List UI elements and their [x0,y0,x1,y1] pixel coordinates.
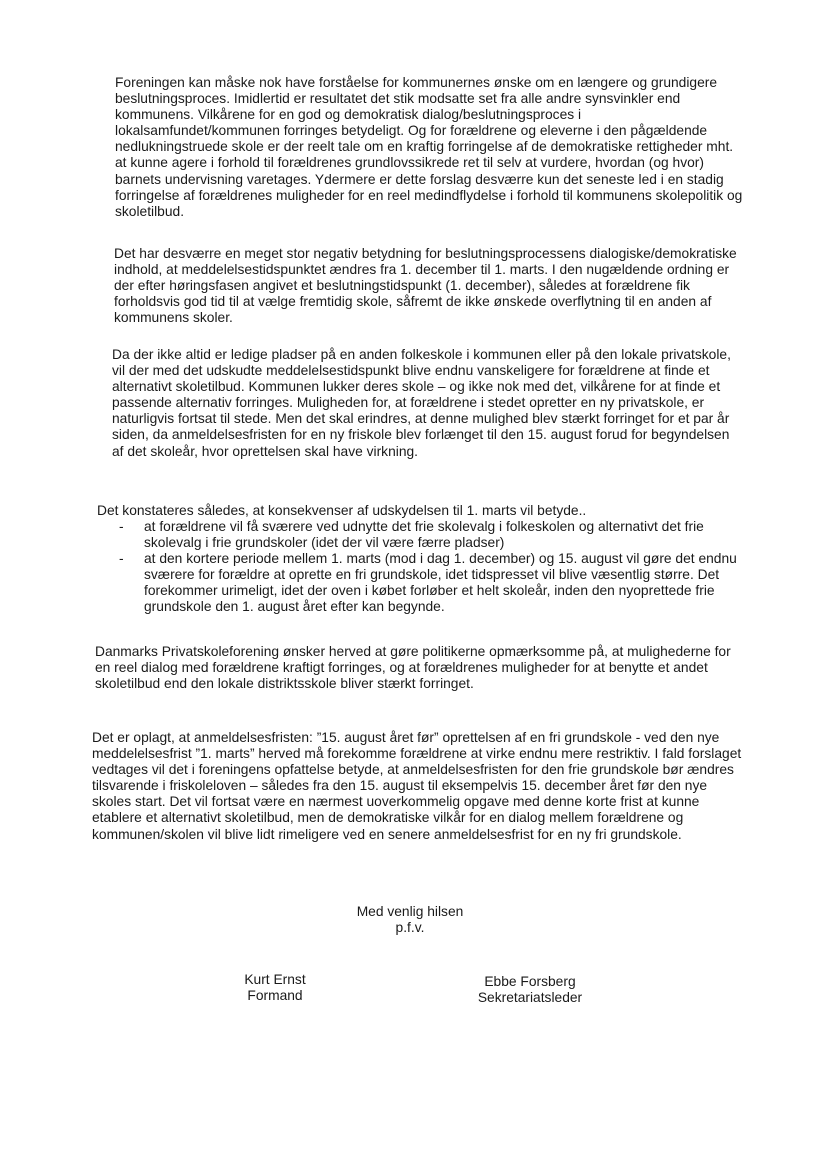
list-marker: - [119,519,124,534]
on-behalf-of: p.f.v. [395,920,425,935]
list-item [110,519,750,551]
signatory-role-1: Formand [247,988,303,1003]
list-marker: - [119,551,124,567]
paragraph-3: Da der ikke altid er ledige pladser på en anden folkeskole i kommunen eller på den lokale privatskole, vil der med det udskudte meddelelsestidspunkt blive endnu vanskeligere for forældrene at finde et alternativt skoletilbud. Kommunen lukker deres skole – og ikke nok med det, vilkårene for at finde et passende alternativ forringes. Muligheden for, at forældrene i stedet opretter en ny privatskole, er naturligvis fortsat til stede. Men det skal erindres, at denne mulighed blev stærkt forringet for et par år siden, da anmeldelsesfristen for en ny friskole blev forlænget til den 15. august forud for begyndelsen af det skoleår, hvor oprettelsen skal have virkning. [112,347,731,459]
signatory-name-2: Ebbe Forsberg [484,974,576,989]
list-item-text: at den kortere periode mellem 1. marts (mod i dag 1. december) og 15. august vil gøre det endnu sværere for forældre at oprette en fri grundskole, idet tidspresset vil blive væsentlig større. Det forekommer urimeligt, idet der oven i købet forløber et helt skoleår, inden den nyoprettede frie grundskole den 1. august året efter kan begynde. [144,551,737,615]
list-item [110,551,750,615]
paragraph-1: Foreningen kan måske nok have forståelse for kommunernes ønske om en længere og grundigere beslutningsproces. Imidlertid er resultatet det stik modsatte set fra alle andre synsvinkler end kommunens. Vilkårene for en god og demokratisk dialog/beslutningsproces i lokalsamfundet/kommunen forringes betydeligt. Og for forældrene og eleverne i den pågældende nedlukningstruede skole er der reelt tale om en kraftig forringelse af de demokratiske rettigheder mht. at kunne agere i forhold til forældrenes grundlovssikrede ret til selv at vurdere, hvordan (og hvor) barnets undervisning varetages. Ydermere er dette forslag desværre kun det seneste led i en stadig forringelse af forældrenes muligheder for en reel medindflydelse i forhold til kommunens skolepolitik og skoletilbud. [115,75,743,219]
paragraph-4-intro: Det konstateres således, at konsekvenser af udskydelsen til 1. marts vil betyde.. [97,503,587,518]
list-item-text: at forældrene vil få sværere ved udnytte det frie skolevalg i folkeskolen og alternativt det frie skolevalg i frie grundskoler (idet der vil være færre pladser) [144,519,704,551]
signatory-name-1: Kurt Ernst [244,972,306,987]
consequences-list [110,519,750,616]
closing-greeting: Med venlig hilsen [356,904,464,919]
paragraph-2: Det har desværre en meget stor negativ betydning for beslutningsprocessens dialogiske/demokratiske indhold, at meddelelsestidspunktet ændres fra 1. december til 1. marts. I den nugældende ordning er der efter høringsfasen angivet et beslutningstidspunkt (1. december), således at forældrene fik forholdsvis god tid til at vælge fremtidig skole, såfremt de ikke ønskede overflytning til en anden af kommunens skoler. [114,246,737,326]
signatory-role-2: Sekretariatsleder [477,990,583,1005]
paragraph-6: Det er oplagt, at anmeldelsesfristen: ”15. august året før” oprettelsen af en fri grundskole - ved den nye meddelelsesfrist ”1. marts” herved må forekomme forældrene at virke endnu mere restriktiv. I fald forslaget vedtages vil det i foreningens opfattelse betyde, at anmeldelsesfristen for den frie grundskole bør ændres tilsvarende i friskoleloven – således fra den 15. august til eksempelvis 15. december året før den nye skoles start. Det vil fortsat være en nærmest uoverkommelig opgave med denne korte frist at kunne etablere et alternativt skoletilbud, men de demokratiske vilkår for en dialog mellem forældrene og kommunen/skolen vil blive lidt rimeligere ved en senere anmeldelsesfrist for en ny fri grundskole. [92,730,742,842]
paragraph-5: Danmarks Privatskoleforening ønsker herved at gøre politikerne opmærksomme på, at mulighederne for en reel dialog med forældrene kraftigt forringes, og at forældrenes muligheder for at benytte et andet skoletilbud end den lokale distriktsskole bliver stærkt forringet. [95,644,731,692]
